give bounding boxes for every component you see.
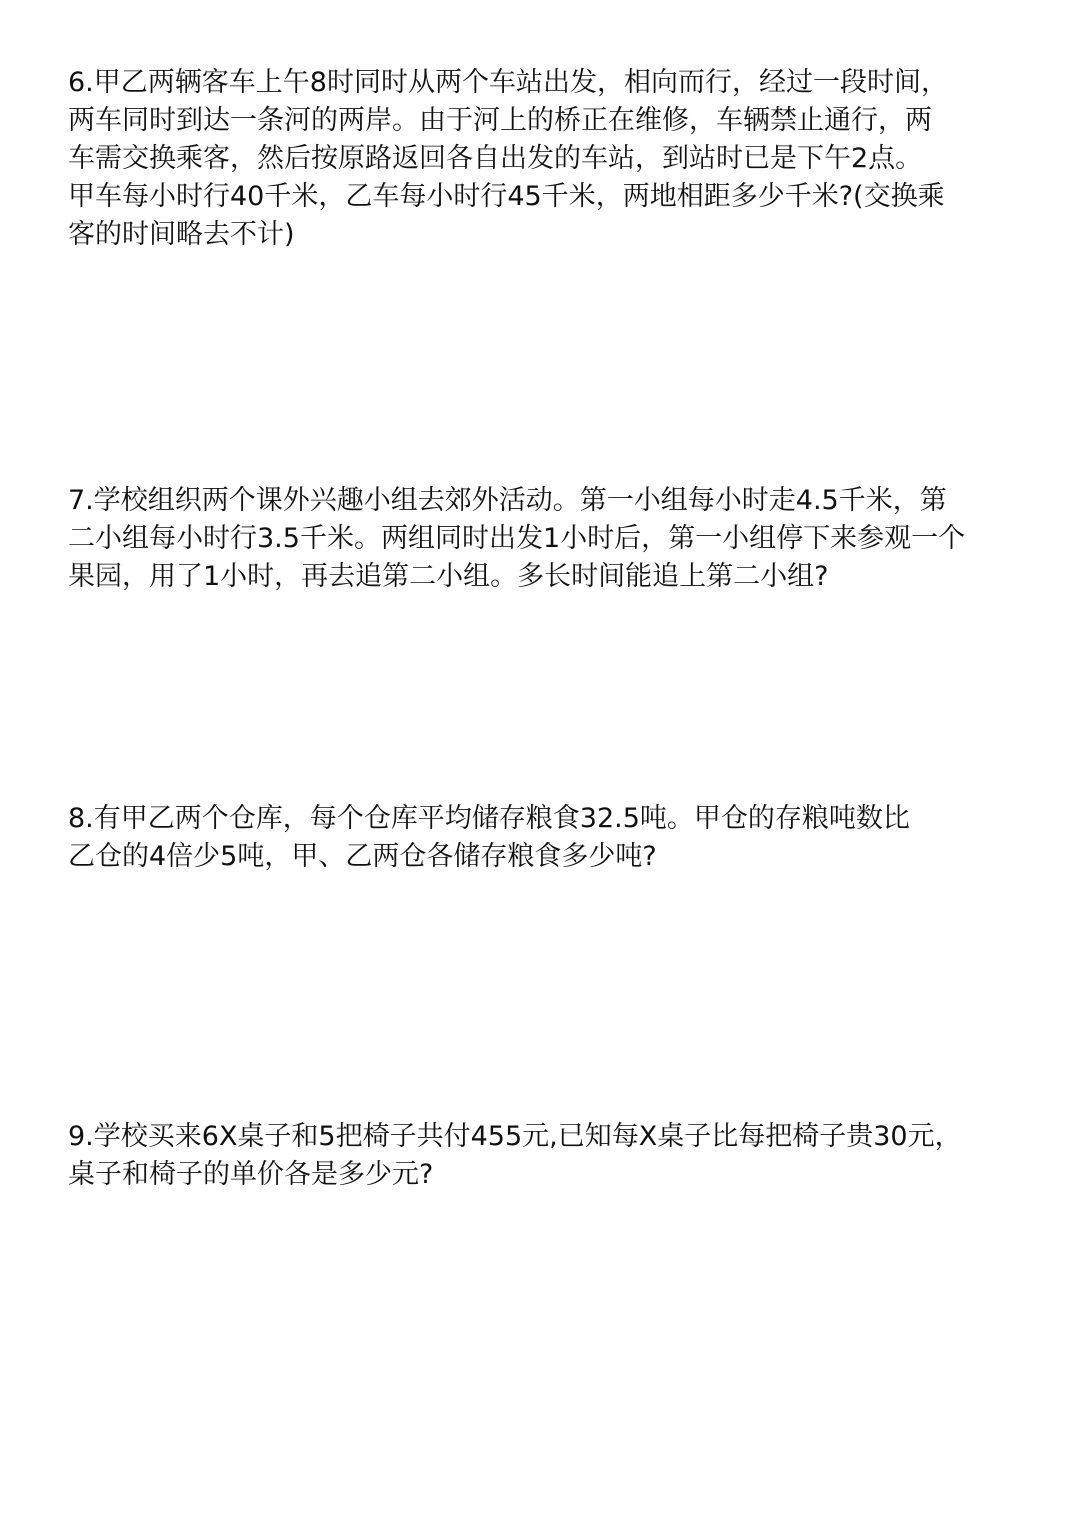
problem-6 <box>68 64 1018 254</box>
problem-7 <box>68 482 1018 596</box>
problem-6-line-2: 两车同时到达一条河的两岸。由于河上的桥正在维修，车辆禁止通行，两 <box>68 105 932 136</box>
problem-6-line-4: 甲车每小时行40千米，乙车每小时行45千米，两地相距多少千米?(交换乘 <box>68 181 945 212</box>
problem-6-line-5: 客的时间略去不计) <box>68 219 295 250</box>
problem-7-line-2: 二小组每小时行3.5千米。两组同时出发1小时后，第一小组停下来参观一个 <box>68 523 966 554</box>
problem-9 <box>68 1118 1018 1194</box>
problem-6-line-1: 6.甲乙两辆客车上午8时同时从两个车站出发，相向而行，经过一段时间， <box>68 67 948 98</box>
problem-8-line-1: 8.有甲乙两个仓库，每个仓库平均储存粮食32.5吨。甲仓的存粮吨数比 <box>68 803 910 834</box>
problem-9-line-1: 9.学校买来6X桌子和5把椅子共付455元,已知每X桌子比每把椅子贵30元， <box>68 1121 962 1152</box>
problem-8-line-2: 乙仓的4倍少5吨，甲、乙两仓各储存粮食多少吨? <box>68 841 657 872</box>
problem-9-line-2: 桌子和椅子的单价各是多少元? <box>68 1159 434 1190</box>
problem-8 <box>68 800 1018 876</box>
problem-6-line-3: 车需交换乘客，然后按原路返回各自出发的车站，到站时已是下午2点。 <box>68 143 923 174</box>
problem-7-line-1: 7.学校组织两个课外兴趣小组去郊外活动。第一小组每小时走4.5千米，第 <box>68 485 947 516</box>
problem-7-line-3: 果园，用了1小时，再去追第二小组。多长时间能追上第二小组? <box>68 561 829 592</box>
